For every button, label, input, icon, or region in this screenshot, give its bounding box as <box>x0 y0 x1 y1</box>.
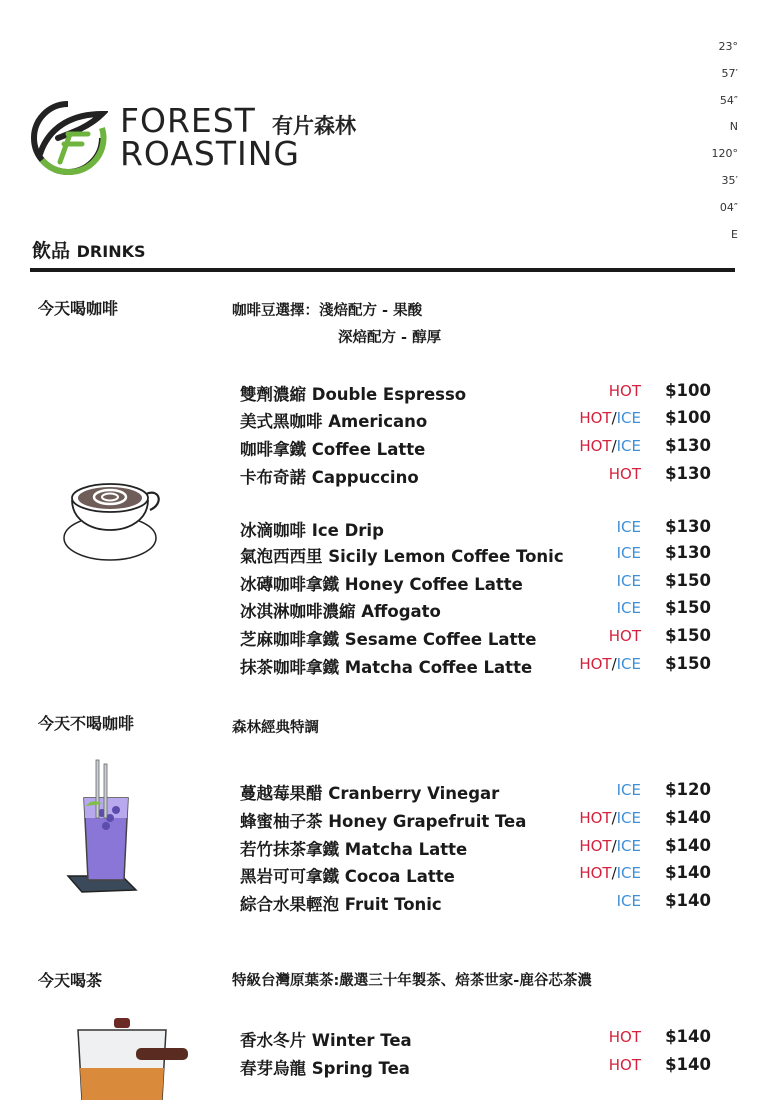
menu-item-row <box>240 780 715 807</box>
menu-item-name: 咖啡拿鐵 Coffee Latte <box>240 440 426 459</box>
menu-item-row <box>240 464 715 491</box>
tag-separator: / <box>611 864 617 882</box>
hot-label: HOT <box>608 1028 641 1046</box>
menu-item-price: $130 <box>665 543 711 562</box>
hot-label: HOT <box>579 809 612 827</box>
menu-item-price: $150 <box>665 598 711 617</box>
menu-item-price: $140 <box>665 1027 711 1046</box>
menu-item-price: $120 <box>665 780 711 799</box>
menu-item-price: $140 <box>665 808 711 827</box>
menu-item-name: 卡布奇諾 Cappuccino <box>240 468 419 487</box>
menu-item-row <box>240 517 715 544</box>
menu-item-name: 芝麻咖啡拿鐵 Sesame Coffee Latte <box>240 630 537 649</box>
temperature-tag <box>579 655 641 673</box>
hot-label: HOT <box>608 627 641 645</box>
beans-choice-line1: 咖啡豆選擇：淺焙配方 - 果酸 <box>232 303 423 319</box>
menu-item-price: $150 <box>665 626 711 645</box>
hot-label: HOT <box>608 382 641 400</box>
menu-item-price: $140 <box>665 891 711 910</box>
menu-item-name: 雙劑濃縮 Double Espresso <box>240 385 467 404</box>
heading-zh: 飲品 <box>32 240 71 262</box>
brand-forest: FOREST <box>120 101 256 140</box>
menu-item-name: 冰磚咖啡拿鐵 Honey Coffee Latte <box>240 575 523 594</box>
ice-label: ICE <box>616 809 641 827</box>
menu-item-price: $130 <box>665 517 711 536</box>
menu-item-name: 香水冬片 Winter Tea <box>240 1031 412 1050</box>
menu-item-name: 氣泡西西里 Sicily Lemon Coffee Tonic <box>240 547 564 566</box>
tag-separator: / <box>611 837 617 855</box>
tag-separator: / <box>611 437 617 455</box>
menu-item-row <box>240 598 715 625</box>
temperature-tag <box>617 892 641 910</box>
menu-item-row <box>240 626 715 653</box>
forest-roasting-logo-icon <box>28 98 108 178</box>
menu-item-row <box>240 808 715 835</box>
menu-item-name: 抹茶咖啡拿鐵 Matcha Coffee Latte <box>240 658 533 677</box>
menu-item-row <box>240 1055 715 1082</box>
coord-lon-dir: E <box>731 227 738 241</box>
ice-label: ICE <box>616 572 641 590</box>
heading-en: DRINKS <box>76 242 146 261</box>
menu-item-price: $150 <box>665 571 711 590</box>
menu-item-row <box>240 1027 715 1054</box>
menu-item-price: $140 <box>665 1055 711 1074</box>
purple-drink-glass-icon <box>62 758 142 898</box>
temperature-tag <box>609 465 641 483</box>
hot-label: HOT <box>579 837 612 855</box>
ice-label: ICE <box>616 518 641 536</box>
ice-label: ICE <box>616 655 641 673</box>
ice-label: ICE <box>616 864 641 882</box>
brand-chinese: 有片森林 <box>272 114 356 138</box>
menu-item-row <box>240 381 715 408</box>
temperature-tag <box>579 837 641 855</box>
temperature-tag <box>579 437 641 455</box>
hot-label: HOT <box>579 437 612 455</box>
coord-lat-dir: N <box>729 120 738 134</box>
menu-item-row <box>240 408 715 435</box>
temperature-tag <box>609 1056 641 1074</box>
menu-item-name: 蜂蜜柚子茶 Honey Grapefruit Tea <box>240 812 527 831</box>
brand-roasting: ROASTING <box>120 134 300 173</box>
temperature-tag <box>609 627 641 645</box>
hot-label: HOT <box>608 1056 641 1074</box>
section-no-coffee-label: 今天不喝咖啡 <box>38 714 135 733</box>
ice-label: ICE <box>616 409 641 427</box>
page-heading <box>32 236 146 263</box>
coord-lat-min: 57′ <box>721 66 738 80</box>
coord-lon-min: 35′ <box>721 173 738 187</box>
teapot-icon <box>70 1016 190 1100</box>
ice-label: ICE <box>616 544 641 562</box>
temperature-tag <box>609 1028 641 1046</box>
menu-item-name: 若竹抹茶拿鐵 Matcha Latte <box>240 840 468 859</box>
ice-label: ICE <box>616 837 641 855</box>
section-tea-label: 今天喝茶 <box>38 971 103 990</box>
menu-item-row <box>240 436 715 463</box>
menu-item-name: 黑岩可可拿鐵 Cocoa Latte <box>240 867 455 886</box>
menu-item-row <box>240 891 715 918</box>
temperature-tag <box>579 864 641 882</box>
heading-divider <box>30 268 735 272</box>
menu-item-name: 春芽烏龍 Spring Tea <box>240 1059 410 1078</box>
tag-separator: / <box>611 809 617 827</box>
menu-item-row <box>240 836 715 863</box>
menu-item-row <box>240 863 715 890</box>
coordinates <box>712 34 739 248</box>
coord-lat-deg: 23° <box>718 40 738 53</box>
menu-item-price: $140 <box>665 863 711 882</box>
temperature-tag <box>617 544 641 562</box>
coffee-cup-icon <box>60 470 166 566</box>
temperature-tag <box>617 781 641 799</box>
tag-separator: / <box>611 655 617 673</box>
hot-label: HOT <box>579 864 612 882</box>
temperature-tag <box>609 382 641 400</box>
temperature-tag <box>617 518 641 536</box>
ice-label: ICE <box>616 599 641 617</box>
section-coffee-label: 今天喝咖啡 <box>38 299 119 318</box>
temperature-tag <box>579 409 641 427</box>
menu-item-price: $100 <box>665 381 711 400</box>
menu-item-row <box>240 543 715 570</box>
menu-item-name: 冰滴咖啡 Ice Drip <box>240 521 384 540</box>
tag-separator: / <box>611 409 617 427</box>
hot-label: HOT <box>579 655 612 673</box>
menu-item-price: $100 <box>665 408 711 427</box>
temperature-tag <box>617 572 641 590</box>
ice-label: ICE <box>616 437 641 455</box>
ice-label: ICE <box>616 892 641 910</box>
menu-item-price: $140 <box>665 836 711 855</box>
section-tea-subtitle: 特級台灣原葉茶:嚴選三十年製茶、焙茶世家-鹿谷芯茶濃 <box>232 973 592 989</box>
menu-item-name: 冰淇淋咖啡濃縮 Affogato <box>240 602 441 621</box>
menu-item-name: 美式黑咖啡 Americano <box>240 412 428 431</box>
beans-choice-line2: 深焙配方 - 醇厚 <box>338 330 442 346</box>
coord-lat-sec: 54″ <box>719 93 738 107</box>
menu-item-row <box>240 571 715 598</box>
temperature-tag <box>579 809 641 827</box>
hot-label: HOT <box>579 409 612 427</box>
coord-lon-sec: 04″ <box>719 200 738 214</box>
ice-label: ICE <box>616 781 641 799</box>
section-no-coffee-subtitle: 森林經典特調 <box>232 720 319 736</box>
menu-item-row <box>240 654 715 681</box>
coord-lon-deg: 120° <box>711 147 738 161</box>
hot-label: HOT <box>608 465 641 483</box>
menu-item-price: $150 <box>665 654 711 673</box>
menu-item-price: $130 <box>665 436 711 455</box>
temperature-tag <box>617 599 641 617</box>
menu-item-price: $130 <box>665 464 711 483</box>
menu-item-name: 蔓越莓果醋 Cranberry Vinegar <box>240 784 500 803</box>
menu-item-name: 綜合水果輕泡 Fruit Tonic <box>240 895 442 914</box>
